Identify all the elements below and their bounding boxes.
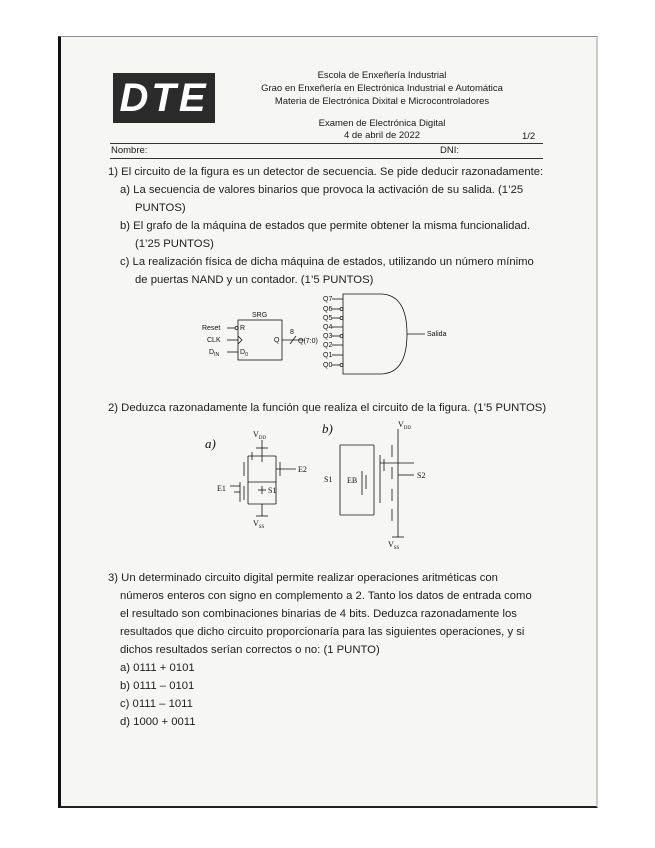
s1-label-a: S1 (268, 486, 277, 495)
bus-width-label: 8 (290, 329, 294, 336)
input-q2: Q2 (323, 342, 333, 349)
subject-name: Materia de Electrónica Dixital e Microcontroladores (274, 96, 490, 107)
q3-line-3: el resultado son combinaciones binarias de 4 bits. Deduzca razonadamente los (120, 608, 517, 620)
q3-line-1: 3) Un determinado circuito digital permite realizar operaciones aritméticas con (108, 572, 498, 584)
q3-line-2: números enteros con signo en complemento a 2. Tanto los datos de entrada como (120, 590, 532, 602)
bus-label: Q(7:0) (298, 338, 318, 345)
q3-line-5: dichos resultados serían correctos o no: (1 PUNTO) (120, 644, 380, 656)
e2-label: E2 (298, 465, 307, 474)
exam-date: 4 de abril de 2022 (343, 130, 421, 141)
vss-label-a: $V_{SS}$ (253, 519, 265, 530)
eb-label: EB (347, 476, 358, 485)
name-label: Nombre: (111, 145, 148, 156)
pin-r-label: R (240, 325, 246, 332)
degree-name: Grao en Enxeñería en Electrónica Industrial e Automática (261, 83, 503, 94)
sequence-detector-figure (195, 290, 455, 385)
name-rule (110, 158, 543, 159)
input-q7: Q7 (323, 296, 333, 303)
din-label: $D_{IN}$ (209, 349, 220, 358)
q3-op-b: b) 0111 – 0101 (120, 680, 195, 692)
q1-part-a: a) La secuencia de valores binarios que provoca la activación de su salida. (1’25 (120, 184, 524, 196)
cmos-circuit-a (200, 420, 320, 530)
header-rule (110, 143, 543, 144)
school-name: Escola de Enxeñería Industrial (317, 70, 447, 81)
dni-label: DNI: (440, 145, 459, 156)
q3-op-c: c) 0111 – 1011 (120, 698, 193, 710)
page-number: 1/2 (522, 131, 536, 142)
dte-logo: DTE (113, 73, 215, 123)
e1-label: E1 (217, 484, 226, 493)
clk-label: CLK (207, 337, 221, 344)
q1-part-b: b) El grafo de la máquina de estados que permite obtener la misma funcionalidad. (120, 220, 531, 232)
cmos-circuit-b (320, 415, 440, 550)
q1-part-a-cont: PUNTOS) (135, 202, 186, 214)
srg-label: SRG (252, 312, 268, 319)
vdd-label-b: $V_{DD}$ (398, 420, 412, 431)
handwritten-tag-b: b) (322, 421, 333, 436)
output-label: Salida (427, 331, 447, 338)
input-q3: Q3 (323, 333, 333, 340)
input-q6: Q6 (323, 306, 333, 313)
q3-line-4: resultados que dicho circuito proporcionaría para las siguientes operaciones, y si (120, 626, 525, 638)
vdd-label-a: $V_{DD}$ (253, 430, 267, 441)
q1-part-c-cont: de puertas NAND y un contador. (1’5 PUNTOS) (135, 274, 374, 286)
question-3 (108, 569, 548, 731)
reset-label: Reset (202, 325, 221, 332)
s2-label: S2 (417, 471, 426, 480)
input-q1: Q1 (323, 352, 333, 359)
vss-label-b: $V_{SS}$ (388, 540, 400, 550)
input-q4: Q4 (323, 324, 333, 331)
s1-label-b: S1 (324, 475, 333, 484)
input-q0: Q0 (323, 362, 333, 369)
q2-intro: 2) Deduzca razonadamente la función que realiza el circuito de la figura. (1’5 PUNTOS) (108, 402, 547, 414)
q1-part-b-cont: (1’25 PUNTOS) (135, 238, 214, 250)
question-1 (108, 163, 548, 289)
pin-d0-label: $D_0$ (240, 349, 248, 358)
q1-part-c: c) La realización física de dicha máquina de estados, utilizando un número mínimo (120, 256, 534, 268)
input-q5: Q5 (323, 315, 333, 322)
q3-op-d: d) 1000 + 0011 (120, 716, 196, 728)
pin-q-label: Q (274, 337, 280, 344)
handwritten-tag-a: a) (205, 436, 216, 451)
q1-intro: 1) El circuito de la figura es un detector de secuencia. Se pide deducir razonadamente: (108, 166, 544, 178)
q3-op-a: a) 0111 + 0101 (120, 662, 195, 674)
exam-title: Examen de Electrónica Digital (318, 118, 446, 129)
